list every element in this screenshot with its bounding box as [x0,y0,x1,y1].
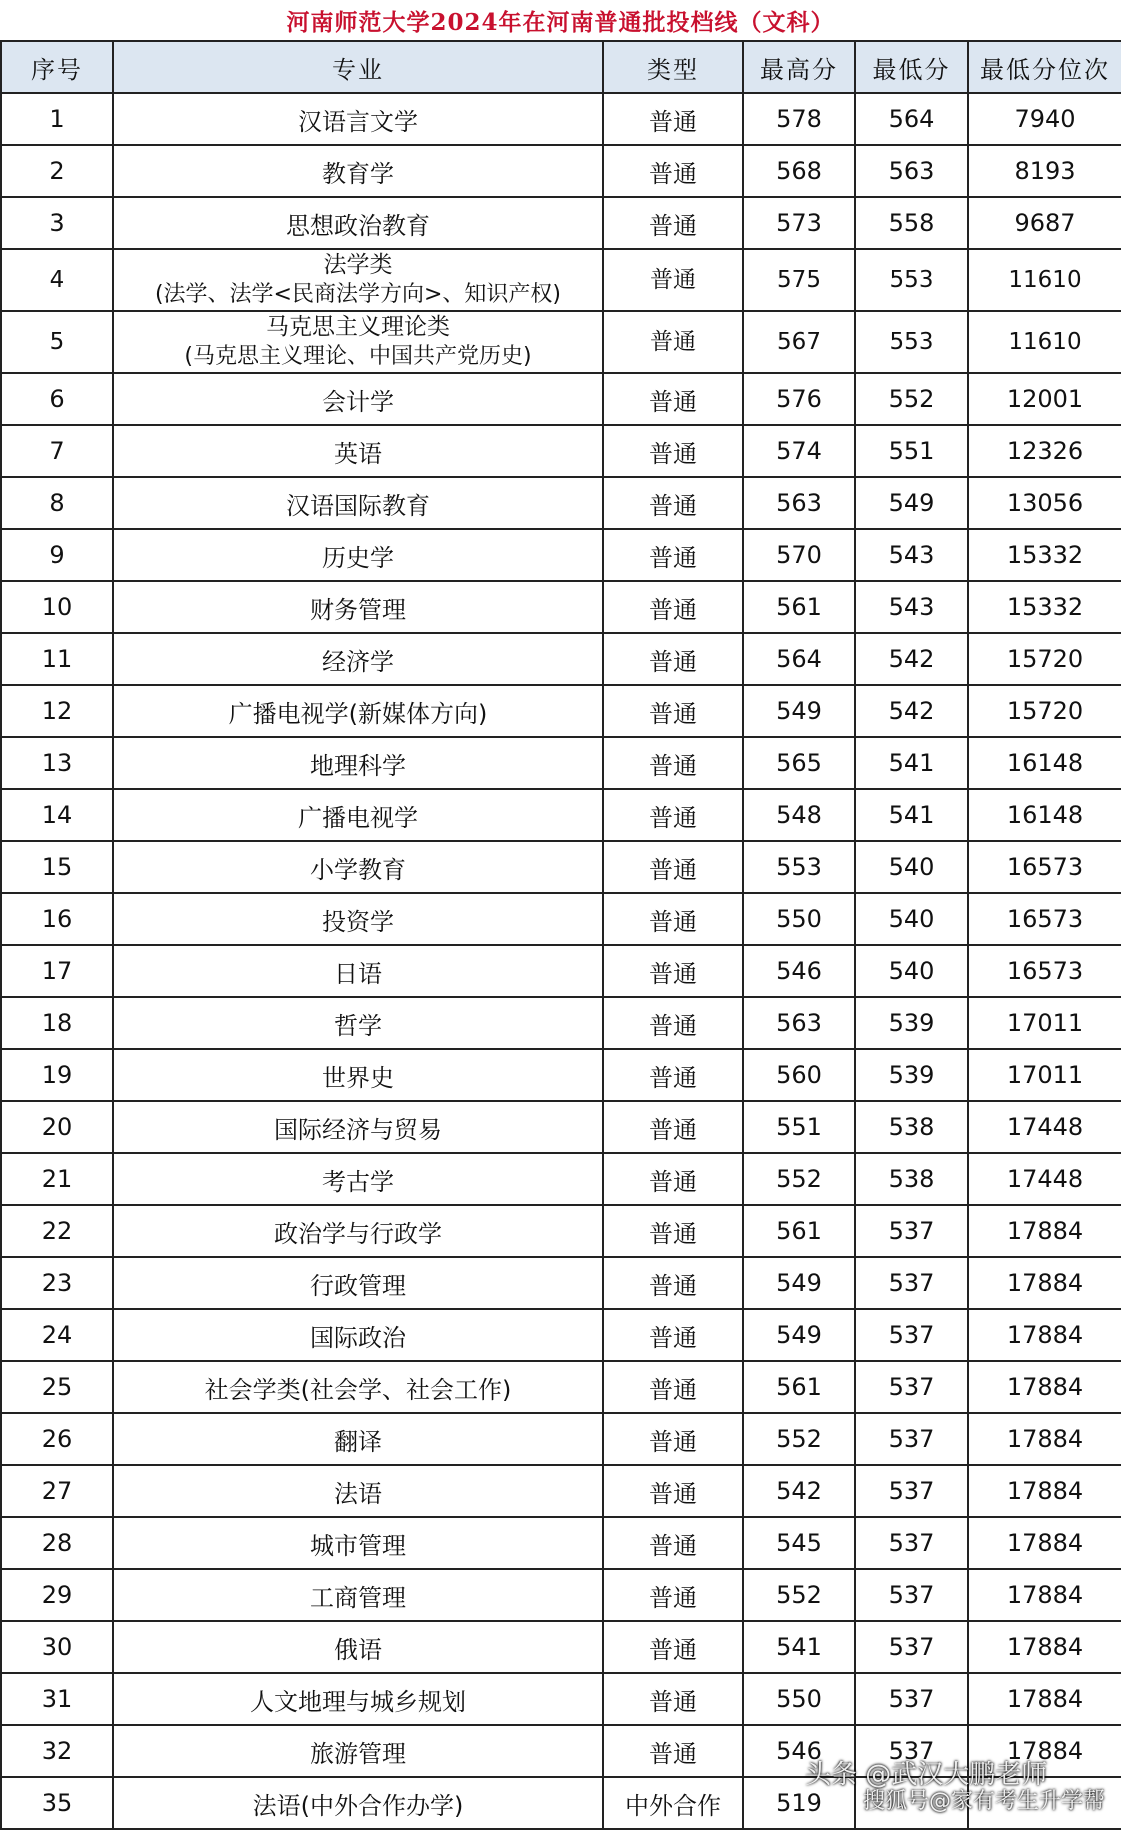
cell-rank: 17884 [968,1361,1121,1413]
table-row [1,1049,1121,1101]
cell-min: 541 [855,737,968,789]
cell-min: 543 [855,581,968,633]
table-row [1,1101,1121,1153]
cell-major: 历史学 [113,529,603,581]
table-row [1,1413,1121,1465]
cell-no: 13 [1,737,113,789]
cell-max: 549 [743,1257,855,1309]
cell-max: 549 [743,685,855,737]
table-row [1,737,1121,789]
cell-type: 普通 [603,249,743,311]
cell-rank: 16148 [968,737,1121,789]
cell-major: 经济学 [113,633,603,685]
cell-type: 普通 [603,311,743,373]
cell-max: 575 [743,249,855,311]
table-header-row [1,41,1121,93]
cell-rank: 17884 [968,1465,1121,1517]
cell-min: 543 [855,529,968,581]
cell-min: 542 [855,633,968,685]
cell-min: 537 [855,1517,968,1569]
column-header-rank: 最低分位次 [968,41,1121,93]
cell-rank [968,1777,1121,1829]
cell-no: 12 [1,685,113,737]
score-table [0,40,1121,1830]
cell-no: 19 [1,1049,113,1101]
cell-min: 540 [855,893,968,945]
cell-max: 546 [743,945,855,997]
cell-rank: 7940 [968,93,1121,145]
cell-major: 国际经济与贸易 [113,1101,603,1153]
major-name: 马克思主义理论类 [266,314,450,340]
cell-no: 16 [1,893,113,945]
cell-type: 普通 [603,1049,743,1101]
cell-type: 普通 [603,1621,743,1673]
cell-major: 翻译 [113,1413,603,1465]
cell-type: 普通 [603,145,743,197]
cell-no: 1 [1,93,113,145]
cell-min: 537 [855,1309,968,1361]
table-row [1,1673,1121,1725]
cell-major: 小学教育 [113,841,603,893]
cell-no: 4 [1,249,113,311]
cell-type: 普通 [603,1205,743,1257]
cell-rank: 12326 [968,425,1121,477]
cell-no: 17 [1,945,113,997]
table-row [1,841,1121,893]
cell-no: 22 [1,1205,113,1257]
cell-major: 投资学 [113,893,603,945]
cell-rank: 11610 [968,311,1121,373]
cell-min: 540 [855,841,968,893]
cell-no: 23 [1,1257,113,1309]
cell-min: 537 [855,1569,968,1621]
cell-rank: 16148 [968,789,1121,841]
cell-major: 城市管理 [113,1517,603,1569]
cell-max: 573 [743,197,855,249]
cell-rank: 17448 [968,1153,1121,1205]
cell-no: 7 [1,425,113,477]
cell-no: 8 [1,477,113,529]
cell-major: 世界史 [113,1049,603,1101]
cell-min: 564 [855,93,968,145]
cell-min: 537 [855,1673,968,1725]
cell-no: 5 [1,311,113,373]
cell-max: 551 [743,1101,855,1153]
cell-min: 538 [855,1153,968,1205]
cell-no: 2 [1,145,113,197]
major-subtitle: (马克思主义理论、中国共产党历史) [184,344,532,369]
watermark-line-1: 头条 @武汉大鹏老师 [805,1760,1048,1790]
cell-max: 563 [743,477,855,529]
cell-max: 568 [743,145,855,197]
table-row [1,477,1121,529]
cell-type: 普通 [603,197,743,249]
cell-major: 俄语 [113,1621,603,1673]
cell-major: 地理科学 [113,737,603,789]
cell-type: 普通 [603,1153,743,1205]
column-header-no: 序号 [1,41,113,93]
cell-no: 28 [1,1517,113,1569]
cell-max: 578 [743,93,855,145]
cell-type: 普通 [603,893,743,945]
cell-max: 576 [743,373,855,425]
cell-rank: 17884 [968,1205,1121,1257]
table-row [1,311,1121,373]
cell-rank: 17884 [968,1569,1121,1621]
cell-major: 人文地理与城乡规划 [113,1673,603,1725]
cell-max: 570 [743,529,855,581]
cell-max: 550 [743,893,855,945]
cell-max: 541 [743,1621,855,1673]
cell-major: 政治学与行政学 [113,1205,603,1257]
cell-major: 会计学 [113,373,603,425]
cell-max: 552 [743,1569,855,1621]
cell-rank: 17884 [968,1725,1121,1777]
cell-no: 11 [1,633,113,685]
cell-major: 思想政治教育 [113,197,603,249]
table-row [1,373,1121,425]
cell-type: 普通 [603,1257,743,1309]
cell-rank: 16573 [968,841,1121,893]
cell-type: 普通 [603,789,743,841]
cell-type: 普通 [603,945,743,997]
cell-type: 普通 [603,93,743,145]
cell-rank: 15332 [968,529,1121,581]
cell-rank: 15332 [968,581,1121,633]
table-row [1,633,1121,685]
cell-major: 汉语言文学 [113,93,603,145]
cell-rank: 16573 [968,945,1121,997]
cell-no: 26 [1,1413,113,1465]
cell-major: 英语 [113,425,603,477]
cell-min: 552 [855,373,968,425]
table-row [1,789,1121,841]
table-row [1,1361,1121,1413]
cell-rank: 17884 [968,1309,1121,1361]
cell-min: 553 [855,311,968,373]
column-header-major: 专业 [113,41,603,93]
cell-rank: 17884 [968,1621,1121,1673]
cell-no: 3 [1,197,113,249]
cell-min: 537 [855,1725,968,1777]
column-header-min: 最低分 [855,41,968,93]
cell-type: 普通 [603,1413,743,1465]
cell-no: 9 [1,529,113,581]
cell-major: 工商管理 [113,1569,603,1621]
cell-rank: 17011 [968,1049,1121,1101]
table-row [1,581,1121,633]
cell-max: 552 [743,1413,855,1465]
cell-rank: 12001 [968,373,1121,425]
cell-major: 旅游管理 [113,1725,603,1777]
cell-min: 539 [855,1049,968,1101]
cell-no: 29 [1,1569,113,1621]
cell-type: 普通 [603,1465,743,1517]
cell-major: 哲学 [113,997,603,1049]
table-row [1,685,1121,737]
column-header-type: 类型 [603,41,743,93]
cell-no: 10 [1,581,113,633]
cell-type: 普通 [603,997,743,1049]
cell-type: 普通 [603,841,743,893]
cell-max: 561 [743,581,855,633]
cell-no: 30 [1,1621,113,1673]
cell-type: 普通 [603,425,743,477]
cell-no: 24 [1,1309,113,1361]
table-row [1,1517,1121,1569]
cell-max: 565 [743,737,855,789]
cell-major: 法语 [113,1465,603,1517]
table-row [1,529,1121,581]
cell-type: 普通 [603,529,743,581]
cell-min: 537 [855,1257,968,1309]
cell-max: 561 [743,1361,855,1413]
cell-rank: 9687 [968,197,1121,249]
table-row [1,145,1121,197]
cell-max: 564 [743,633,855,685]
cell-no: 20 [1,1101,113,1153]
table-row [1,1153,1121,1205]
cell-min: 553 [855,249,968,311]
table-row [1,1465,1121,1517]
cell-major: 国际政治 [113,1309,603,1361]
table-row [1,249,1121,311]
cell-type: 普通 [603,1569,743,1621]
cell-no: 27 [1,1465,113,1517]
cell-max: 545 [743,1517,855,1569]
cell-min: 558 [855,197,968,249]
cell-max: 553 [743,841,855,893]
cell-max: 519 [743,1777,855,1829]
cell-type: 普通 [603,1361,743,1413]
cell-type: 普通 [603,477,743,529]
cell-major: 日语 [113,945,603,997]
cell-major: 法语(中外合作办学) [113,1777,603,1829]
table-row [1,997,1121,1049]
table-row [1,1569,1121,1621]
cell-rank: 15720 [968,685,1121,737]
watermark-line-2: 搜狐号@家有考生升学帮 [862,1789,1105,1814]
cell-no: 25 [1,1361,113,1413]
cell-max: 550 [743,1673,855,1725]
cell-type: 普通 [603,373,743,425]
cell-no: 15 [1,841,113,893]
cell-rank: 17884 [968,1413,1121,1465]
cell-major: 考古学 [113,1153,603,1205]
cell-rank: 16573 [968,893,1121,945]
cell-max: 574 [743,425,855,477]
cell-no: 21 [1,1153,113,1205]
cell-major: 教育学 [113,145,603,197]
cell-max: 552 [743,1153,855,1205]
table-row [1,1309,1121,1361]
cell-rank: 17884 [968,1517,1121,1569]
cell-max: 549 [743,1309,855,1361]
table-row [1,197,1121,249]
cell-type: 普通 [603,685,743,737]
cell-type: 普通 [603,633,743,685]
table-row [1,1725,1121,1777]
cell-major [113,311,603,373]
cell-no: 32 [1,1725,113,1777]
table-row [1,893,1121,945]
cell-type: 普通 [603,581,743,633]
cell-min: 537 [855,1621,968,1673]
cell-type: 中外合作 [603,1777,743,1829]
cell-major: 广播电视学 [113,789,603,841]
table-row [1,945,1121,997]
cell-major: 社会学类(社会学、社会工作) [113,1361,603,1413]
cell-min: 539 [855,997,968,1049]
cell-rank: 11610 [968,249,1121,311]
cell-type: 普通 [603,1101,743,1153]
table-row [1,1257,1121,1309]
cell-no: 31 [1,1673,113,1725]
cell-min: 537 [855,1205,968,1257]
cell-min: 551 [855,425,968,477]
cell-min: 542 [855,685,968,737]
cell-min: 537 [855,1361,968,1413]
cell-major [113,249,603,311]
cell-major: 财务管理 [113,581,603,633]
cell-min: 537 [855,1465,968,1517]
cell-rank: 17884 [968,1673,1121,1725]
cell-min: 549 [855,477,968,529]
cell-min: 537 [855,1413,968,1465]
cell-no: 6 [1,373,113,425]
cell-type: 普通 [603,737,743,789]
cell-no: 14 [1,789,113,841]
table-row [1,1777,1121,1829]
cell-min: 540 [855,945,968,997]
major-name: 法学类 [323,252,393,278]
cell-max: 560 [743,1049,855,1101]
cell-no: 18 [1,997,113,1049]
column-header-max: 最高分 [743,41,855,93]
cell-rank: 13056 [968,477,1121,529]
cell-type: 普通 [603,1309,743,1361]
cell-max: 542 [743,1465,855,1517]
cell-min: 541 [855,789,968,841]
cell-no: 35 [1,1777,113,1829]
cell-rank: 15720 [968,633,1121,685]
cell-max: 561 [743,1205,855,1257]
table-row [1,425,1121,477]
major-subtitle: (法学、法学<民商法学方向>、知识产权) [154,282,562,307]
table-row [1,1205,1121,1257]
cell-major: 广播电视学(新媒体方向) [113,685,603,737]
cell-max: 548 [743,789,855,841]
cell-rank: 17884 [968,1257,1121,1309]
table-row [1,1621,1121,1673]
cell-major: 汉语国际教育 [113,477,603,529]
cell-type: 普通 [603,1673,743,1725]
cell-min [855,1777,968,1829]
cell-min: 538 [855,1101,968,1153]
page-title: 河南师范大学2024年在河南普通批投档线（文科） [286,8,835,36]
cell-rank: 8193 [968,145,1121,197]
cell-rank: 17448 [968,1101,1121,1153]
cell-max: 563 [743,997,855,1049]
cell-max: 567 [743,311,855,373]
cell-type: 普通 [603,1725,743,1777]
cell-rank: 17011 [968,997,1121,1049]
cell-min: 563 [855,145,968,197]
table-row [1,93,1121,145]
cell-major: 行政管理 [113,1257,603,1309]
cell-max: 546 [743,1725,855,1777]
cell-type: 普通 [603,1517,743,1569]
